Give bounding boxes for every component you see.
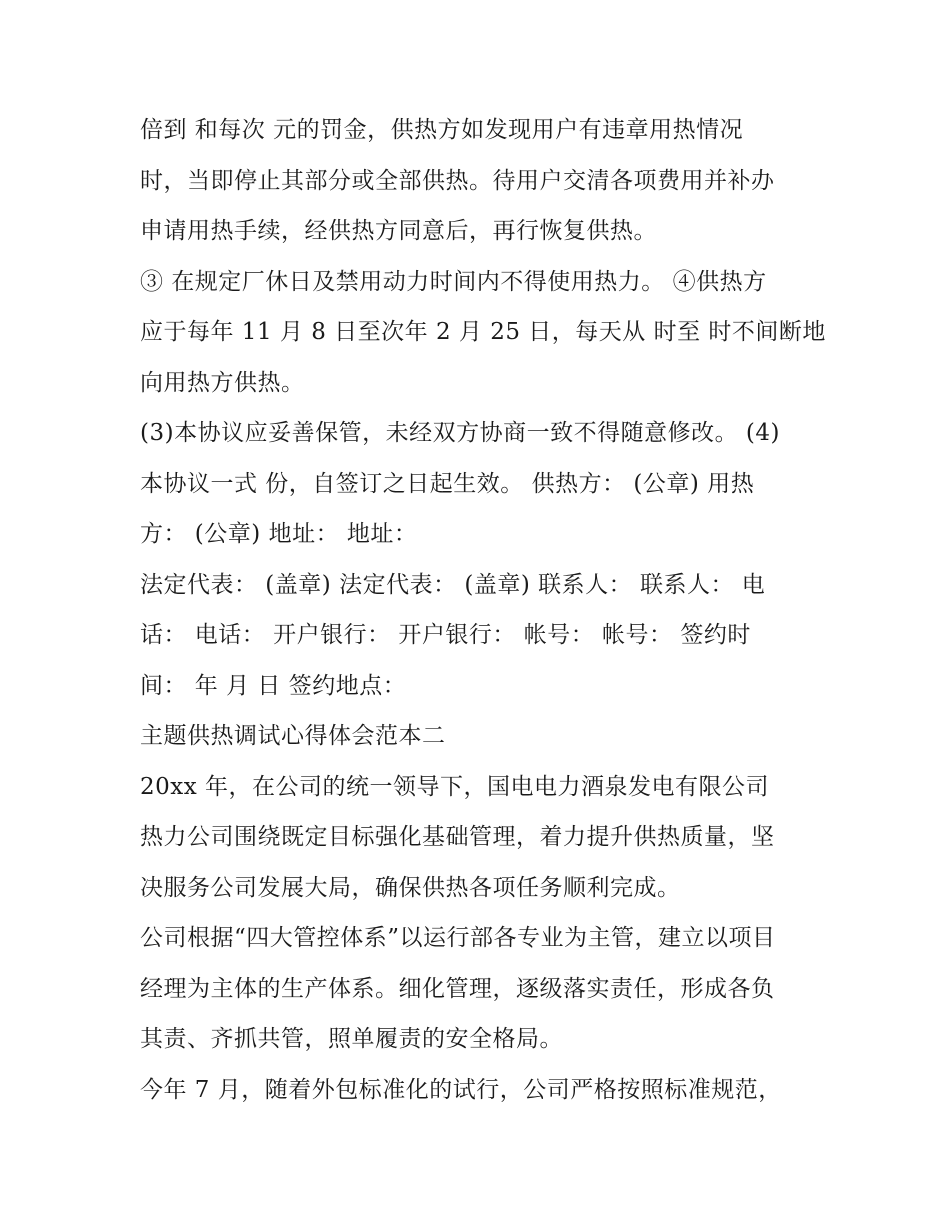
text-line: 法定代表： (盖章) 法定代表： (盖章) 联系人： 联系人： 电 <box>140 571 766 598</box>
text-line: 间： 年 月 日 签约地点： <box>140 672 407 699</box>
text-line: 时，当即停止其部分或全部供热。待用户交清各项费用并补办 <box>140 167 775 194</box>
text-line: ③ 在规定厂休日及禁用动力时间内不得使用热力。 ④供热方 <box>140 268 767 295</box>
text-line: 向用热方供热。 <box>140 369 305 396</box>
text-line: 应于每年 11 月 8 日至次年 2 月 25 日，每天从 时至 时不间断地 <box>140 319 826 345</box>
text-line: 方： (公章) 地址： 地址： <box>140 521 418 547</box>
text-line: 今年 7 月，随着外包标准化的试行，公司严格按照标准规范， <box>140 1076 782 1103</box>
text-line: 倍到 和每次 元的罚金，供热方如发现用户有违章用热情况 <box>140 117 744 143</box>
text-line: 公司根据“四大管控体系”以运行部各专业为主管，建立以项目 <box>140 925 776 951</box>
text-line: 话： 电话： 开户银行： 开户银行： 帐号： 帐号： 签约时 <box>140 622 751 648</box>
text-line: 决服务公司发展大局，确保供热各项任务顺利完成。 <box>140 874 681 901</box>
document-body <box>140 109 826 1119</box>
text-line: 申请用热手续，经供热方同意后，再行恢复供热。 <box>140 218 657 244</box>
text-line: 20xx 年，在公司的统一领导下，国电电力酒泉发电有限公司 <box>140 773 770 800</box>
text-line: (3)本协议应妥善保管，未经双方协商一致不得随意修改。 (4) <box>140 420 780 446</box>
section-heading: 主题供热调试心得体会范本二 <box>140 723 446 749</box>
text-line: 本协议一式 份，自签订之日起生效。 供热方： (公章) 用热 <box>140 470 755 497</box>
text-line: 经理为主体的生产体系。细化管理，逐级落实责任，形成各负 <box>140 975 775 1002</box>
text-line: 热力公司围绕既定目标强化基础管理，着力提升供热质量，坚 <box>140 824 775 850</box>
text-line: 其责、齐抓共管，照单履责的安全格局。 <box>140 1026 563 1052</box>
